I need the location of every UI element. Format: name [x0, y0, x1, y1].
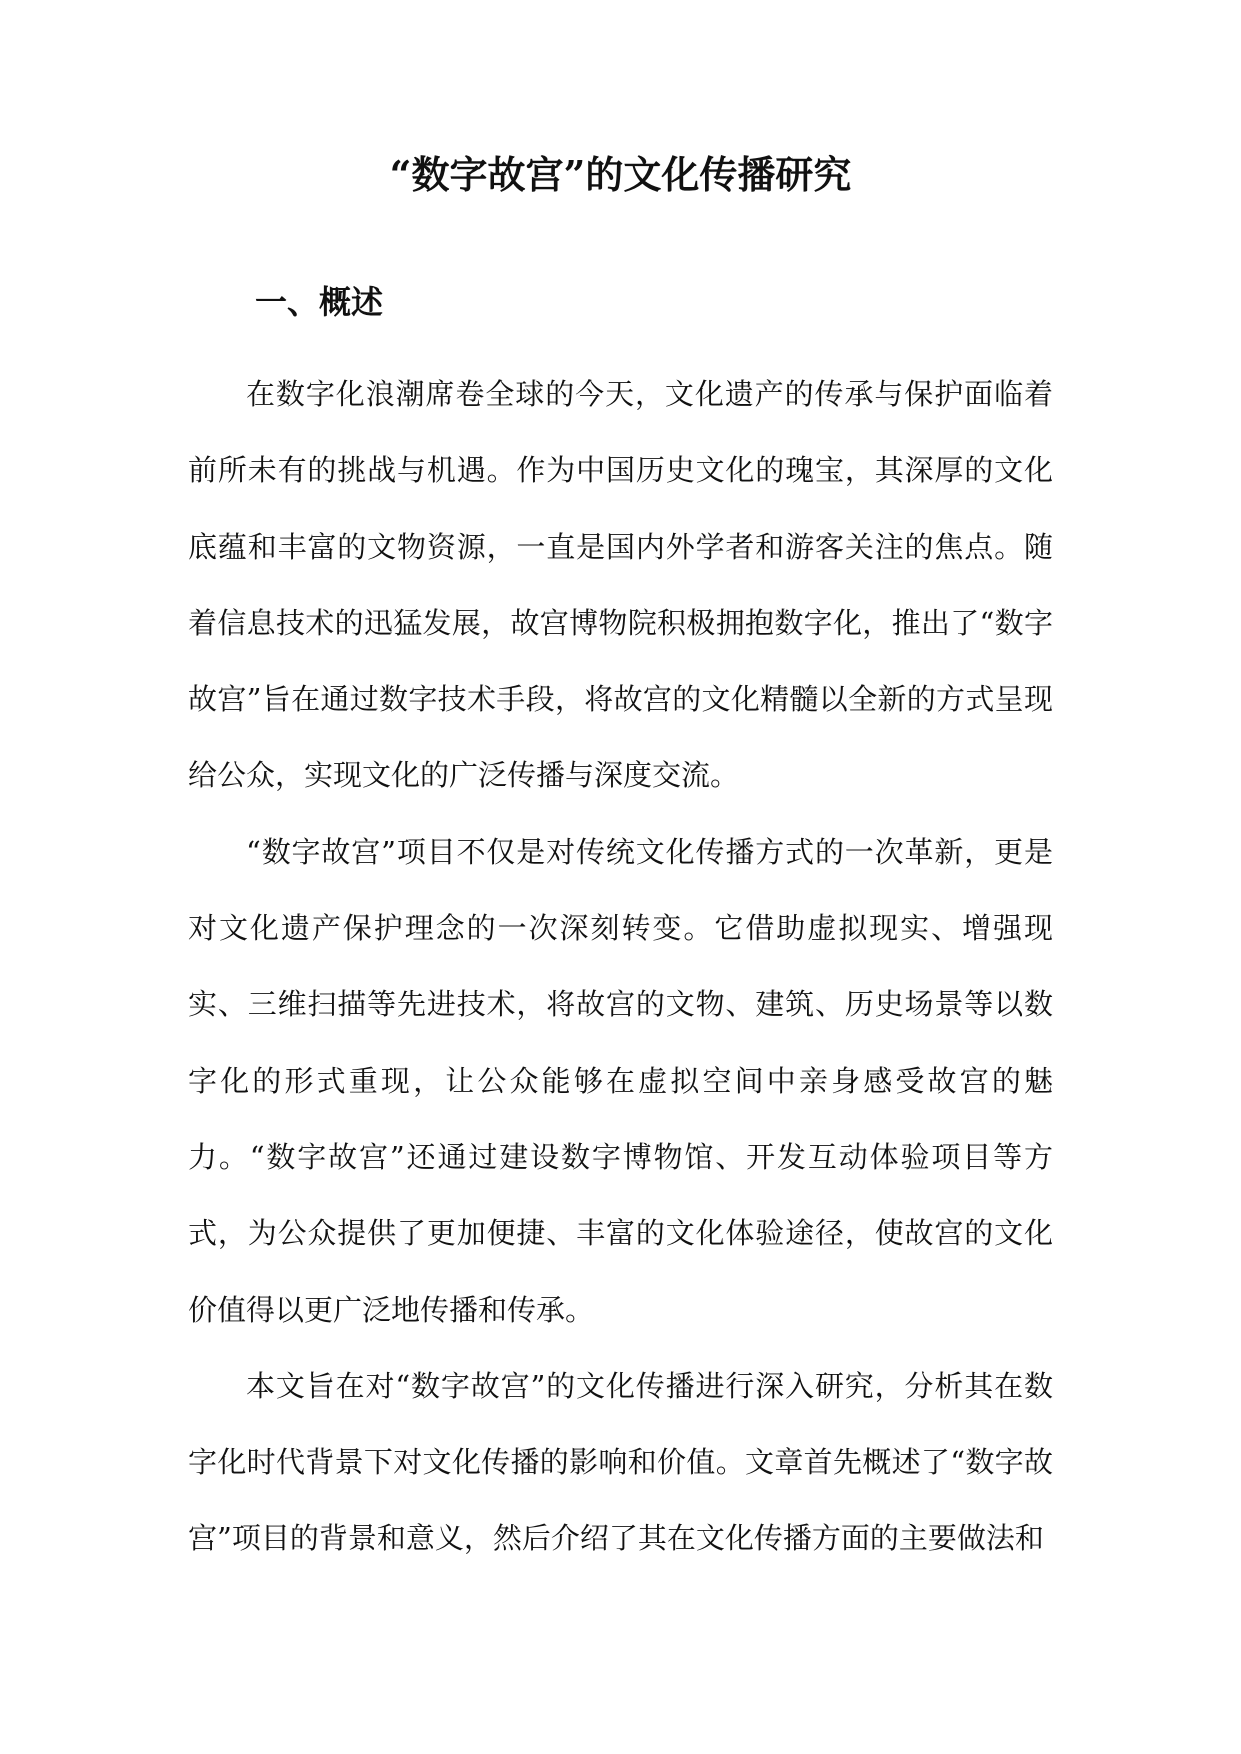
paragraph-1: 在数字化浪潮席卷全球的今天，文化遗产的传承与保护面临着前所未有的挑战与机遇。作为中国历史文化的瑰宝，其深厚的文化底蕴和丰富的文物资源，一直是国内外学者和游客关注的焦点。随着信息技术的迅猛发展，故宫博物院积极拥抱数字化，推出了“数字故宫”旨在通过数字技术手段，将故宫的文化精髓以全新的方式呈现给公众，实现文化的广泛传播与深度交流。	[188, 377, 1053, 793]
section-heading: 一、概述	[255, 283, 384, 321]
paragraph-3: 本文旨在对“数字故宫”的文化传播进行深入研究，分析其在数字化时代背景下对文化传播的影响和价值。文章首先概述了“数字故宫”项目的背景和意义，然后介绍了其在文化传播方面的主要做法和	[188, 1368, 1053, 1556]
document-title: “数字故宫”的文化传播研究	[389, 152, 852, 197]
paragraph-2: “数字故宫”项目不仅是对传统文化传播方式的一次革新，更是对文化遗产保护理念的一次深刻转变。它借助虚拟现实、增强现实、三维扫描等先进技术，将故宫的文物、建筑、历史场景等以数字化的形式重现，让公众能够在虚拟空间中亲身感受故宫的魅力。“数字故宫”还通过建设数字博物馆、开发互动体验项目等方式，为公众提供了更加便捷、丰富的文化体验途径，使故宫的文化价值得以更广泛地传播和传承。	[188, 834, 1053, 1327]
body-text	[188, 356, 1053, 1577]
